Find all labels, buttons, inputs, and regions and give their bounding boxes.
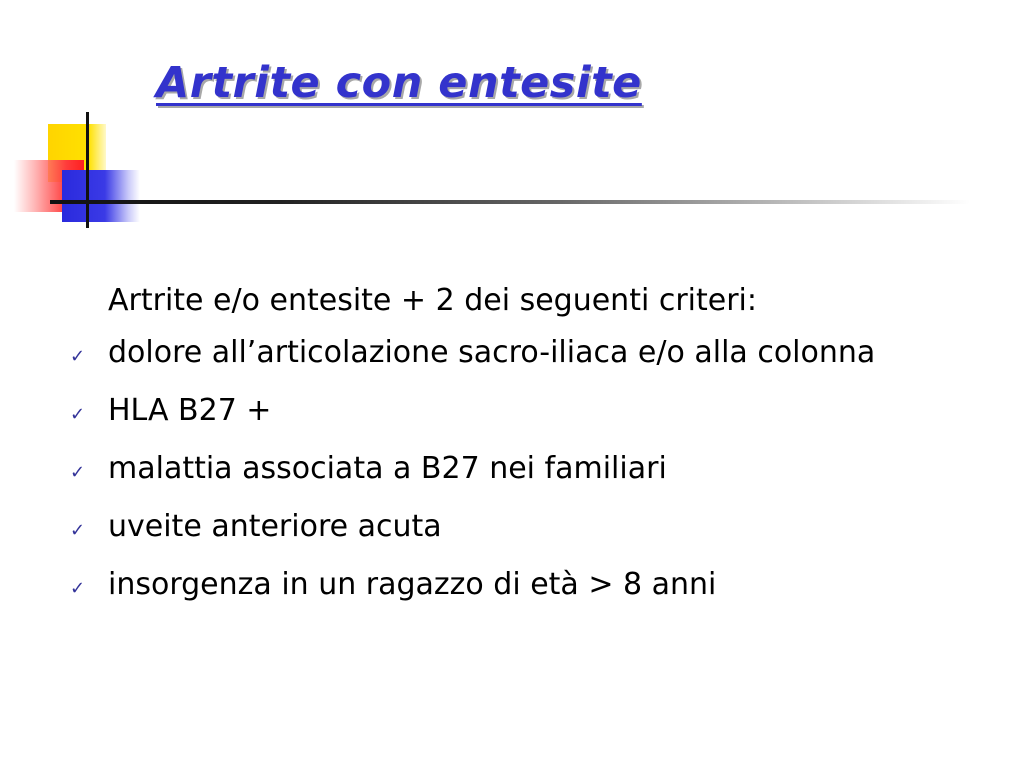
list-item-text: HLA B27 + bbox=[108, 393, 272, 428]
slide-body bbox=[60, 280, 960, 618]
checkmark-icon: ✓ bbox=[70, 520, 86, 541]
checkmark-icon: ✓ bbox=[70, 346, 86, 367]
list-item-text: dolore all’articolazione sacro-iliaca e/o alla colonna bbox=[108, 335, 876, 370]
vertical-rule bbox=[86, 112, 89, 228]
list-item bbox=[60, 386, 960, 436]
checkmark-icon: ✓ bbox=[70, 404, 86, 425]
checkmark-icon: ✓ bbox=[70, 462, 86, 483]
blue-square-decoration bbox=[62, 170, 140, 222]
checkmark-icon: ✓ bbox=[70, 578, 86, 599]
list-item-text: malattia associata a B27 nei familiari bbox=[108, 451, 667, 486]
intro-line: Artrite e/o entesite + 2 dei seguenti criteri: bbox=[108, 283, 757, 318]
list-item bbox=[60, 502, 960, 552]
corner-decoration bbox=[0, 0, 1024, 240]
horizontal-rule bbox=[50, 200, 970, 204]
list-item bbox=[60, 444, 960, 494]
slide-title: Artrite con entesite bbox=[156, 58, 642, 108]
list-item-text: uveite anteriore acuta bbox=[108, 509, 442, 544]
list-item bbox=[60, 560, 960, 610]
list-item bbox=[60, 328, 918, 378]
list-item-text: insorgenza in un ragazzo di età > 8 anni bbox=[108, 567, 717, 602]
criteria-list bbox=[60, 328, 960, 610]
